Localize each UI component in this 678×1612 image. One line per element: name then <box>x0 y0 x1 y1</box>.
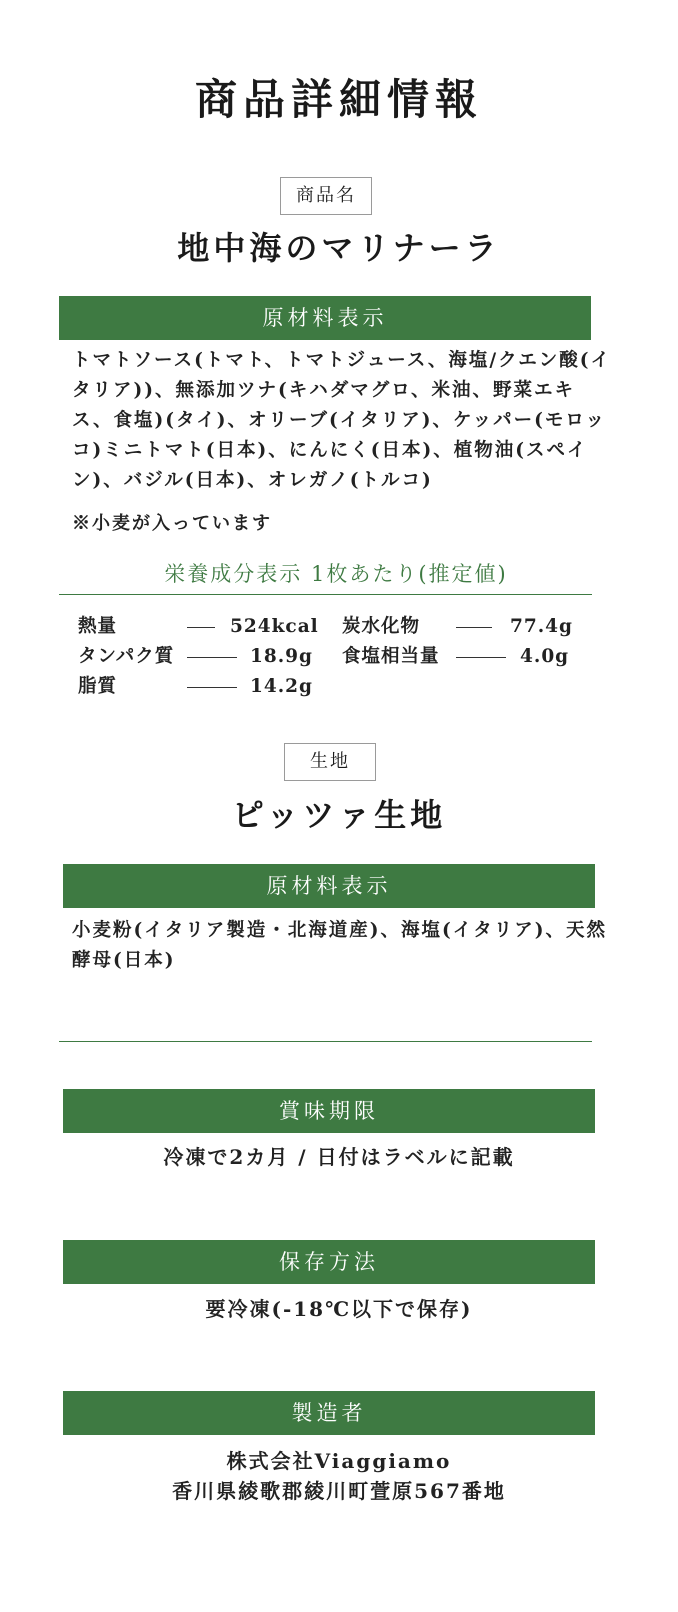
nutrition-label: 熱量 <box>78 616 118 637</box>
ingredients-line: ス、食塩)(タイ)、オリーブ(イタリア)、ケッパー(モロッ <box>72 410 606 431</box>
nutrition-dash <box>187 687 237 688</box>
nutrition-value: 77.4g <box>510 616 573 637</box>
nutrition-row <box>0 612 678 642</box>
nutrition-value: 18.9g <box>250 646 313 667</box>
page-title: 商品詳細情報 <box>194 75 483 124</box>
dough-ingredients-header: 原材料表示 <box>63 864 595 908</box>
nutrition-dash <box>187 627 215 628</box>
nutrition-label: 炭水化物 <box>342 616 421 637</box>
nutrition-value: 4.0g <box>520 646 570 667</box>
nutrition-label: 食塩相当量 <box>342 646 440 667</box>
dough-ingredients-text <box>72 916 612 976</box>
ingredients-line: トマトソース(トマト、トマトジュース、海塩/クエン酸(イ <box>72 350 612 371</box>
manufacturer-address: 香川県綾歌郡綾川町萱原567番地 <box>172 1479 506 1503</box>
manufacturer-header: 製造者 <box>63 1391 595 1435</box>
ingredients-line: 小麦粉(イタリア製造・北海道産)、海塩(イタリア)、天然 <box>72 920 608 941</box>
product-name: 地中海のマリナーラ <box>177 229 501 267</box>
shelf-life-text: 冷凍で2カ月 / 日付はラベルに記載 <box>163 1145 515 1169</box>
nutrition-label: 脂質 <box>78 676 118 697</box>
nutrition-dash <box>456 627 492 628</box>
product-ingredients-header: 原材料表示 <box>59 296 591 340</box>
nutrition-value: 524kcal <box>230 616 319 637</box>
nutrition-dash <box>187 657 237 658</box>
shelf-life-header: 賞味期限 <box>63 1089 595 1133</box>
nutrition-divider <box>59 594 592 595</box>
ingredients-line: ン)、バジル(日本)、オレガノ(トルコ) <box>72 470 433 491</box>
nutrition-heading: 栄養成分表示 1枚あたり(推定値) <box>164 562 508 586</box>
product-name-label: 商品名 <box>280 177 372 215</box>
dough-name: ピッツァ生地 <box>231 796 447 834</box>
ingredients-line: コ)ミニトマト(日本)、にんにく(日本)、植物油(スペイ <box>72 440 588 461</box>
ingredients-line: タリア))、無添加ツナ(キハダマグロ、米油、野菜エキ <box>72 380 576 401</box>
nutrition-value: 14.2g <box>250 676 313 697</box>
nutrition-dash <box>456 657 506 658</box>
section-divider <box>59 1041 592 1042</box>
dough-label: 生地 <box>284 743 376 781</box>
product-ingredients-text <box>72 346 612 496</box>
allergen-note: ※小麦が入っています <box>72 513 272 534</box>
nutrition-row <box>0 642 678 672</box>
ingredients-line: 酵母(日本) <box>72 950 176 971</box>
storage-header: 保存方法 <box>63 1240 595 1284</box>
storage-text: 要冷凍(-18℃以下で保存) <box>205 1297 473 1321</box>
nutrition-row <box>0 672 678 702</box>
manufacturer-name: 株式会社Viaggiamo <box>226 1449 452 1473</box>
nutrition-label: タンパク質 <box>78 646 175 667</box>
